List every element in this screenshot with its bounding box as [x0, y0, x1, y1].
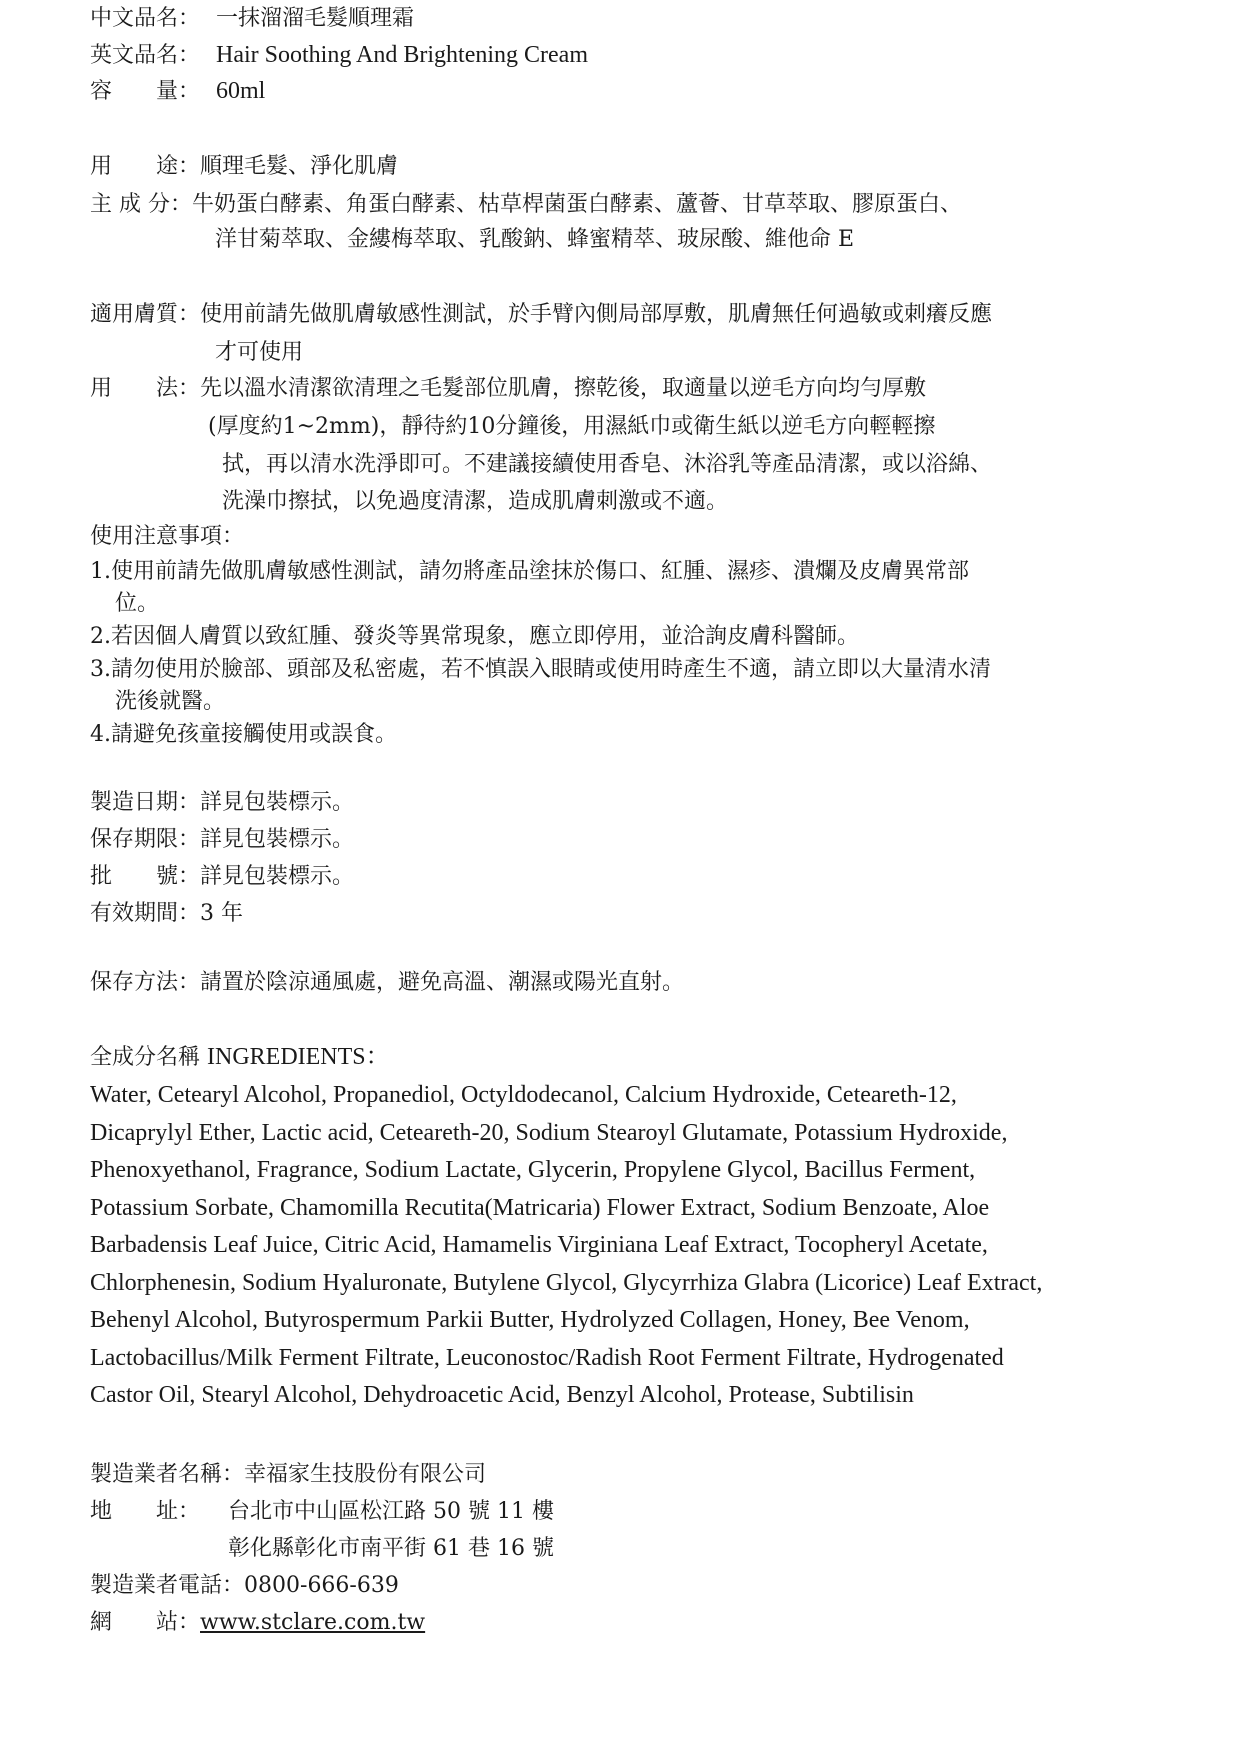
- zh-name-value: 一抹溜溜毛髮順理霜: [216, 6, 415, 31]
- zh-name-label: 中文品名：: [90, 6, 201, 31]
- en-name-value: Hair Soothing And Brightening Cream: [216, 42, 588, 68]
- caution-1-line-2: 位。: [115, 591, 160, 616]
- cautions-title: 使用注意事項：: [90, 524, 245, 549]
- website-label: 網 站：: [90, 1610, 201, 1635]
- caution-3-line-1: 3.請勿使用於臉部、頭部及私密處，若不慎誤入眼睛或使用時產生不適，請立即以大量清水清: [90, 657, 991, 682]
- ingredient-line: Potassium Sorbate, Chamomilla Recutita(Matricaria) Flower Extract, Sodium Benzoate, Aloe: [90, 1195, 990, 1221]
- website-row: [90, 1608, 425, 1638]
- ingredient-line: Barbadensis Leaf Juice, Citric Acid, Hamamelis Virginiana Leaf Extract, Tocopheryl Acetate,: [90, 1232, 988, 1258]
- mfg-date-row: [90, 788, 354, 818]
- lot-value: 詳見包裝標示。: [200, 864, 355, 889]
- ingredient-line: Phenoxyethanol, Fragrance, Sodium Lactate, Glycerin, Propylene Glycol, Bacillus Ferment,: [90, 1157, 976, 1183]
- mfg-date-label: 製造日期：: [90, 790, 201, 815]
- zh-name-row: [90, 4, 414, 34]
- skin-line-2: 才可使用: [215, 340, 304, 365]
- lot-label: 批 號：: [90, 864, 201, 889]
- skin-line-1: 使用前請先做肌膚敏感性測試，於手臂內側局部厚敷，肌膚無任何過敏或刺癢反應: [200, 302, 993, 327]
- phone-row: [90, 1571, 399, 1601]
- shelf-life-value: 詳見包裝標示。: [200, 827, 355, 852]
- ingredient-line: Dicaprylyl Ether, Lactic acid, Ceteareth-20, Sodium Stearoyl Glutamate, Potassium Hydroxide,: [90, 1120, 1008, 1146]
- caution-3-line-2: 洗後就醫。: [115, 689, 226, 714]
- en-name-row: [90, 40, 588, 71]
- shelf-life-row: [90, 825, 354, 855]
- skin-row: [90, 300, 992, 330]
- website-link[interactable]: www.stclare.com.tw: [200, 1610, 426, 1635]
- ingredient-line: Castor Oil, Stearyl Alcohol, Dehydroacetic Acid, Benzyl Alcohol, Protease, Subtilisin: [90, 1382, 914, 1408]
- caution-2: 2.若因個人膚質以致紅腫、發炎等異常現象，應立即停用，並洽詢皮膚科醫師。: [90, 624, 859, 649]
- method-line-3: 拭，再以清水洗淨即可。不建議接續使用香皂、沐浴乳等產品清潔，或以浴綿、: [222, 452, 993, 477]
- purpose-row: [90, 152, 398, 182]
- caution-4: 4.請避免孩童接觸使用或誤食。: [90, 722, 397, 747]
- full-ingredients-title-en: INGREDIENTS：: [207, 1044, 390, 1070]
- method-line-2: (厚度約1~2mm)，靜待約10分鐘後，用濕紙巾或衛生紙以逆毛方向輕輕擦: [208, 414, 936, 439]
- lot-row: [90, 862, 354, 892]
- validity-label: 有效期間：: [90, 901, 201, 926]
- purpose-label: 用 途：: [90, 154, 201, 179]
- validity-value: 3 年: [200, 901, 244, 926]
- skin-label: 適用膚質：: [90, 302, 201, 327]
- volume-value: 60ml: [216, 78, 266, 104]
- phone-label: 製造業者電話：: [90, 1573, 245, 1598]
- method-row: [90, 374, 926, 404]
- mfg-date-value: 詳見包裝標示。: [200, 790, 355, 815]
- volume-label: 容 量：: [90, 79, 201, 104]
- address-row: [90, 1497, 554, 1527]
- method-line-4: 洗澡巾擦拭，以免過度清潔，造成肌膚刺激或不適。: [222, 489, 729, 514]
- manufacturer-name-label: 製造業者名稱：: [90, 1462, 245, 1487]
- ingredient-line: Water, Cetearyl Alcohol, Propanediol, Octyldodecanol, Calcium Hydroxide, Ceteareth-12,: [90, 1082, 957, 1108]
- ingredients-line-1: 牛奶蛋白酵素、角蛋白酵素、枯草桿菌蛋白酵素、蘆薈、甘草萃取、膠原蛋白、: [192, 192, 963, 217]
- validity-row: [90, 899, 243, 929]
- address-line-2: 彰化縣彰化市南平街 61 巷 16 號: [228, 1536, 554, 1561]
- storage-label: 保存方法：: [90, 970, 201, 995]
- ingredients-line-2: 洋甘菊萃取、金縷梅萃取、乳酸鈉、蜂蜜精萃、玻尿酸、維他命 E: [215, 227, 855, 252]
- method-line-1: 先以溫水清潔欲清理之毛髮部位肌膚，擦乾後，取適量以逆毛方向均勻厚敷: [200, 376, 927, 401]
- storage-value: 請置於陰涼通風處，避免高溫、潮濕或陽光直射。: [200, 970, 685, 995]
- address-line-1: 台北市中山區松江路 50 號 11 樓: [228, 1499, 554, 1524]
- ingredients-row: [90, 190, 962, 220]
- full-ingredients-title-zh: 全成分名稱: [90, 1045, 207, 1070]
- phone-value: 0800-666-639: [244, 1573, 399, 1598]
- full-ingredients-title: [90, 1042, 390, 1073]
- manufacturer-name-value: 幸福家生技股份有限公司: [244, 1462, 487, 1487]
- storage-row: [90, 968, 684, 998]
- address-label: 地 址：: [90, 1499, 201, 1524]
- volume-row: [90, 76, 265, 107]
- en-name-label: 英文品名：: [90, 43, 201, 68]
- caution-1-line-1: 1.使用前請先做肌膚敏感性測試，請勿將產品塗抹於傷口、紅腫、濕疹、潰爛及皮膚異常部: [90, 559, 969, 584]
- ingredient-line: Behenyl Alcohol, Butyrospermum Parkii Butter, Hydrolyzed Collagen, Honey, Bee Venom,: [90, 1307, 970, 1333]
- manufacturer-name-row: [90, 1460, 486, 1490]
- ingredient-line: Chlorphenesin, Sodium Hyaluronate, Butylene Glycol, Glycyrrhiza Glabra (Licorice) Leaf Extract,: [90, 1270, 1043, 1296]
- shelf-life-label: 保存期限：: [90, 827, 201, 852]
- purpose-value: 順理毛髮、淨化肌膚: [200, 154, 399, 179]
- ingredients-label: 主 成 分：: [90, 192, 192, 217]
- ingredient-line: Lactobacillus/Milk Ferment Filtrate, Leuconostoc/Radish Root Ferment Filtrate, Hydrogenated: [90, 1345, 1004, 1371]
- method-label: 用 法：: [90, 376, 201, 401]
